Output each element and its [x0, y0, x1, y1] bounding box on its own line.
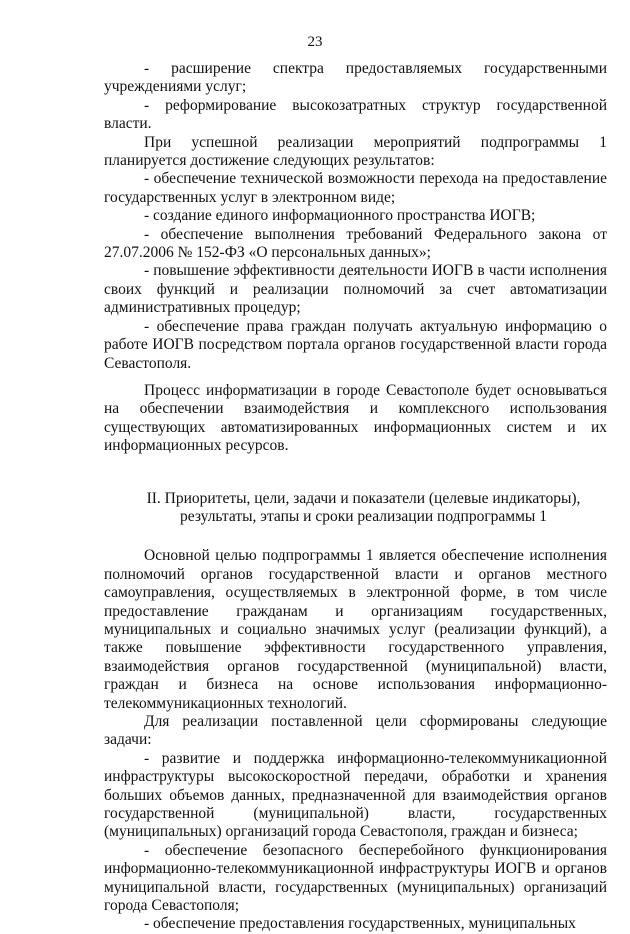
- bullet-paragraph: - создание единого информационного пространства ИОГВ;: [144, 207, 536, 225]
- bullet-paragraph: - обеспечение технической возможности перехода на предоставление государственных услуг в электронном виде;: [104, 170, 607, 206]
- section-heading: [104, 490, 607, 527]
- task-bullet-paragraph: - обеспечение предоставления государственных, муниципальных: [144, 915, 576, 933]
- section-heading-line-1: II. Приоритеты, цели, задачи и показатели (целевые индикаторы),: [146, 489, 581, 507]
- page-content: [104, 60, 607, 934]
- task-bullet-paragraph: - развитие и поддержка информационно-телекоммуникационной инфраструктуры высокоскоростной передачи, обработки и хранения больших объемов данных, предназначенной для взаимодействия органов государственной (муниципальной) власти, государственных (муниципальных) организаций города Севастополя, граждан и бизнеса;: [104, 749, 607, 841]
- main-goal-paragraph: Основной целью подпрограммы 1 является обеспечение исполнения полномочий органов государственной власти и органов местного самоуправления, осуществляемых в электронной форме, в том числе предоставление гражданам и организациям государственных, муниципальных и социально значимых услуг (реализации функций), а также повышение эффективности государственного управления, взаимодействия органов государственной (муниципальной) власти, граждан и бизнеса на основе использования информационно-телекоммуникационных технологий.: [104, 547, 607, 712]
- bullet-paragraph: - расширение спектра предоставляемых государственными учреждениями услуг;: [104, 60, 607, 96]
- bullet-paragraph: - обеспечение выполнения требований Федерального закона от 27.07.2006 № 152-ФЗ «О персональных данных»;: [104, 225, 607, 262]
- results-intro-paragraph: При успешной реализации мероприятий подпрограммы 1 планируется достижение следующих результатов:: [104, 133, 607, 170]
- bullet-paragraph: - обеспечение права граждан получать актуальную информацию о работе ИОГВ посредством портала органов государственной власти города Севастополя.: [104, 317, 607, 372]
- bullet-paragraph: - реформирование высокозатратных структур государственной власти.: [104, 96, 607, 133]
- section-heading-line-2: результаты, этапы и сроки реализации подпрограммы 1: [180, 507, 547, 525]
- bullet-paragraph: - повышение эффективности деятельности ИОГВ в части исполнения своих функций и реализации полномочий за счет автоматизации административных процедур;: [104, 262, 607, 317]
- page-number: 23: [307, 34, 323, 50]
- process-paragraph: Процесс информатизации в городе Севастополе будет основываться на обеспечении взаимодействия и комплексного использования существующих автоматизированных информационных систем и их информационных ресурсов.: [104, 381, 607, 455]
- task-bullet-paragraph: - обеспечение безопасного бесперебойного функционирования информационно-телекоммуникационной инфраструктуры ИОГВ и органов муниципальной власти, государственных (муниципальных) организаций города Севастополя;: [104, 841, 607, 915]
- tasks-intro-paragraph: Для реализации поставленной цели сформированы следующие задачи:: [104, 713, 607, 749]
